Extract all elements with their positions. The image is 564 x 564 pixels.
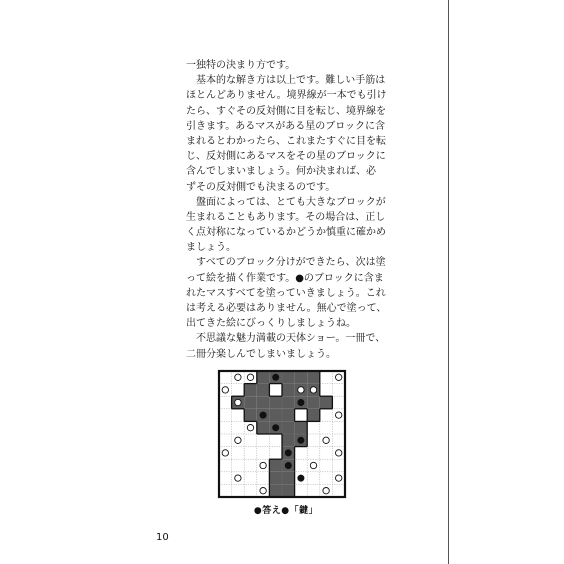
text-line: まれるとわかったら、これまたすぐに目を転 (186, 135, 386, 147)
shaded-cell (282, 434, 295, 447)
black-star-dot (298, 399, 304, 405)
white-star-dot (336, 412, 342, 418)
shaded-cell (282, 421, 295, 434)
shaded-cell (257, 396, 270, 409)
text-line: ましょう。 (186, 242, 236, 254)
puzzle-grid (216, 368, 348, 500)
body-text (186, 58, 387, 362)
text-line: 生まれることもあります。その場合は、正し (186, 211, 386, 223)
shaded-cell (282, 472, 295, 485)
shaded-cell (269, 396, 282, 409)
white-cell (269, 447, 282, 460)
white-cell (244, 472, 257, 485)
shaded-cell (282, 396, 295, 409)
white-cell (332, 484, 345, 497)
answer-caption: ●答え●「鍵」 (253, 506, 319, 516)
shaded-cell (269, 484, 282, 497)
black-star-dot (285, 450, 291, 456)
white-star-dot (235, 437, 241, 443)
white-cell (232, 447, 245, 460)
white-cell (332, 434, 345, 447)
shaded-cell (307, 396, 320, 409)
text-line: れたマスすべてを塗っていきましょう。これ (186, 287, 386, 299)
white-cell (219, 434, 232, 447)
white-cell (320, 384, 333, 397)
white-star-dot (222, 387, 228, 393)
white-cell (332, 384, 345, 397)
white-cell (232, 421, 245, 434)
white-star-dot (323, 437, 329, 443)
shaded-cell (244, 384, 257, 397)
white-cell (232, 484, 245, 497)
white-cell (219, 472, 232, 485)
shaded-cell (282, 409, 295, 422)
white-star-dot (260, 462, 266, 468)
white-cell (295, 484, 308, 497)
shaded-cell (307, 371, 320, 384)
white-cell (232, 409, 245, 422)
shaded-cell (295, 371, 308, 384)
white-star-dot (222, 450, 228, 456)
black-star-dot (273, 425, 279, 431)
shaded-cell (244, 396, 257, 409)
white-cell (320, 459, 333, 472)
white-star-dot (336, 475, 342, 481)
white-cell (269, 384, 282, 397)
white-cell (219, 396, 232, 409)
white-star-dot (247, 374, 253, 380)
white-star-dot (323, 488, 329, 494)
shaded-cell (257, 384, 270, 397)
white-star-dot (310, 462, 316, 468)
white-cell (244, 447, 257, 460)
page-edge-rule (448, 0, 449, 564)
white-cell (307, 434, 320, 447)
white-cell (219, 409, 232, 422)
black-star-dot (273, 374, 279, 380)
black-star-dot (285, 462, 291, 468)
black-star-dot (298, 475, 304, 481)
white-cell (332, 421, 345, 434)
white-cell (257, 434, 270, 447)
shaded-cell (307, 409, 320, 422)
white-cell (219, 459, 232, 472)
text-line: じ、反対側にあるマスをその星のブロックに (186, 151, 386, 163)
white-star-dot (235, 475, 241, 481)
shaded-cell (244, 409, 257, 422)
white-cell (320, 371, 333, 384)
text-line: 出てきた絵にびっくりしましょうね。 (186, 318, 356, 330)
white-star-dot (336, 450, 342, 456)
white-cell (219, 421, 232, 434)
white-star-dot (235, 374, 241, 380)
white-cell (232, 384, 245, 397)
white-star-dot (336, 374, 342, 380)
white-cell (332, 459, 345, 472)
white-cell (332, 396, 345, 409)
text-line: ほとんどありません。境界線が一本でも引け (186, 90, 387, 102)
white-cell (320, 447, 333, 460)
page-number: 10 (156, 532, 169, 543)
shaded-cell (269, 472, 282, 485)
white-cell (257, 447, 270, 460)
white-cell (307, 472, 320, 485)
white-cell (244, 484, 257, 497)
text-line: 一独特の決まり方です。 (186, 60, 296, 71)
black-star-dot (298, 437, 304, 443)
shaded-cell (269, 459, 282, 472)
white-cell (269, 434, 282, 447)
text-line: 引きます。あるマスがある星のブロックに含 (186, 120, 385, 132)
text-line: ずその反対側でも決まるのです。 (186, 181, 336, 193)
shaded-cell (269, 409, 282, 422)
white-cell (307, 484, 320, 497)
star-puzzle-answer (216, 368, 348, 504)
text-line: 盤面によっては、とても大きなブロックが (186, 196, 386, 208)
shaded-cell (282, 484, 295, 497)
white-cell (320, 472, 333, 485)
white-cell (244, 459, 257, 472)
text-line: すべてのブロック分けができたら、次は塗 (186, 257, 386, 269)
white-cell (257, 472, 270, 485)
text-line: 含んでしまいましょう。何か決まれば、必 (186, 166, 376, 178)
white-cell (295, 409, 308, 422)
shaded-cell (282, 384, 295, 397)
text-line: 不思議な魅力満載の天体ショー。一冊で、 (186, 333, 386, 345)
white-cell (320, 421, 333, 434)
shaded-cell (257, 421, 270, 434)
white-star-dot (310, 387, 316, 393)
white-cell (320, 409, 333, 422)
white-cell (295, 447, 308, 460)
white-cell (307, 421, 320, 434)
white-star-dot (235, 399, 241, 405)
shaded-cell (320, 396, 333, 409)
text-line: 基本的な解き方は以上です。難しい手筋は (186, 75, 386, 87)
white-cell (219, 484, 232, 497)
white-star-dot (247, 425, 253, 431)
text-line: たら、すぐその反対側に目を転じ、境界線を (186, 105, 386, 117)
text-line: は考える必要はありません。無心で塗って、 (186, 303, 387, 314)
white-cell (295, 459, 308, 472)
white-star-dot (260, 488, 266, 494)
black-star-dot (260, 412, 266, 418)
white-cell (244, 434, 257, 447)
shaded-cell (257, 371, 270, 384)
white-cell (219, 371, 232, 384)
shaded-cell (295, 421, 308, 434)
text-line: って絵を描く作業です。●のブロックに含ま (186, 272, 384, 284)
white-cell (307, 447, 320, 460)
white-star-dot (298, 387, 304, 393)
shaded-cell (282, 371, 295, 384)
white-cell (232, 459, 245, 472)
text-line: く点対称になっているかどうか慎重に確かめ (186, 227, 386, 239)
text-line: 二冊分楽しんでしまいましょう。 (186, 348, 336, 360)
